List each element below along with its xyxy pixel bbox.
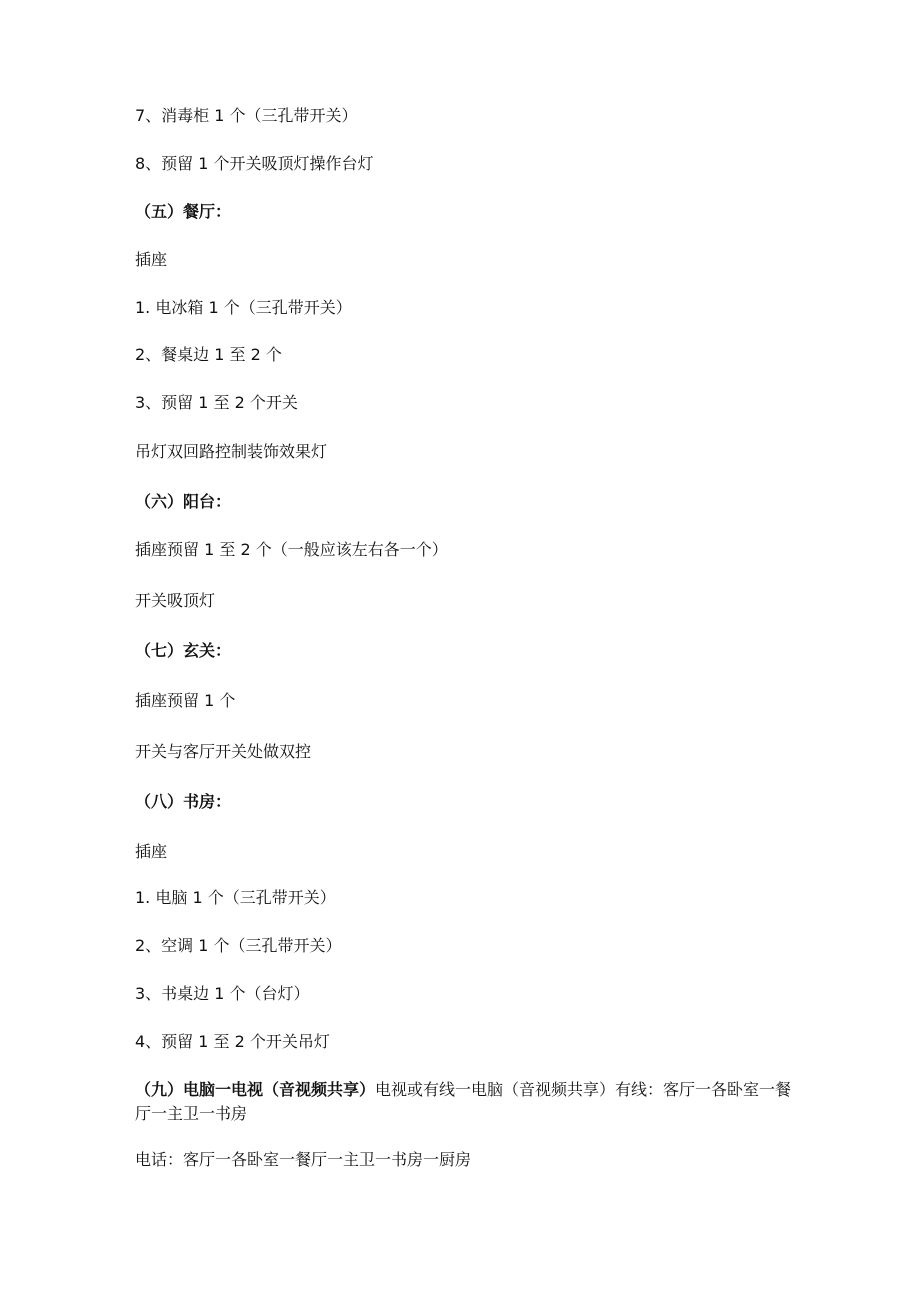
label-socket-study: 插座 — [135, 842, 168, 861]
item-desk-socket: 3、书桌边 1 个（台灯） — [135, 984, 310, 1003]
item-phone-line: 电话：客厅一各卧室一餐厅一主卫一书房一厨房 — [135, 1150, 472, 1169]
item-chandelier-control: 吊灯双回路控制装饰效果灯 — [135, 442, 328, 461]
item-reserved-switch-study: 4、预留 1 至 2 个开关吊灯 — [135, 1032, 330, 1051]
section-computer-tv-body: 电视或有线一电脑（音视频共享）有线：客厅一各卧室一餐厅一主卫一书房 — [135, 1080, 792, 1123]
heading-balcony: （六）阳台： — [135, 492, 232, 511]
item-balcony-socket: 插座预留 1 至 2 个（一般应该左右各一个） — [135, 540, 448, 559]
item-reserved-switch-dining: 3、预留 1 至 2 个开关 — [135, 393, 298, 412]
item-reserved-switch-kitchen: 8、预留 1 个开关吸顶灯操作台灯 — [135, 154, 374, 173]
label-socket-dining: 插座 — [135, 250, 168, 269]
item-disinfection-cabinet: 7、消毒柜 1 个（三孔带开关） — [135, 106, 358, 125]
item-balcony-switch: 开关吸顶灯 — [135, 591, 216, 610]
heading-entrance: （七）玄关： — [135, 641, 232, 660]
item-entrance-socket: 插座预留 1 个 — [135, 691, 236, 710]
item-computer-socket: 1. 电脑 1 个（三孔带开关） — [135, 888, 336, 907]
item-entrance-switch: 开关与客厅开关处做双控 — [135, 742, 312, 761]
heading-computer-tv: （九）电脑一电视（音视频共享） — [135, 1080, 376, 1099]
heading-study: （八）书房： — [135, 792, 232, 811]
item-air-conditioner-socket: 2、空调 1 个（三孔带开关） — [135, 936, 342, 955]
item-dining-table-socket: 2、餐桌边 1 至 2 个 — [135, 345, 282, 364]
heading-dining-room: （五）餐厅： — [135, 202, 232, 221]
item-refrigerator: 1. 电冰箱 1 个（三孔带开关） — [135, 298, 352, 317]
section-computer-tv — [135, 1078, 795, 1126]
